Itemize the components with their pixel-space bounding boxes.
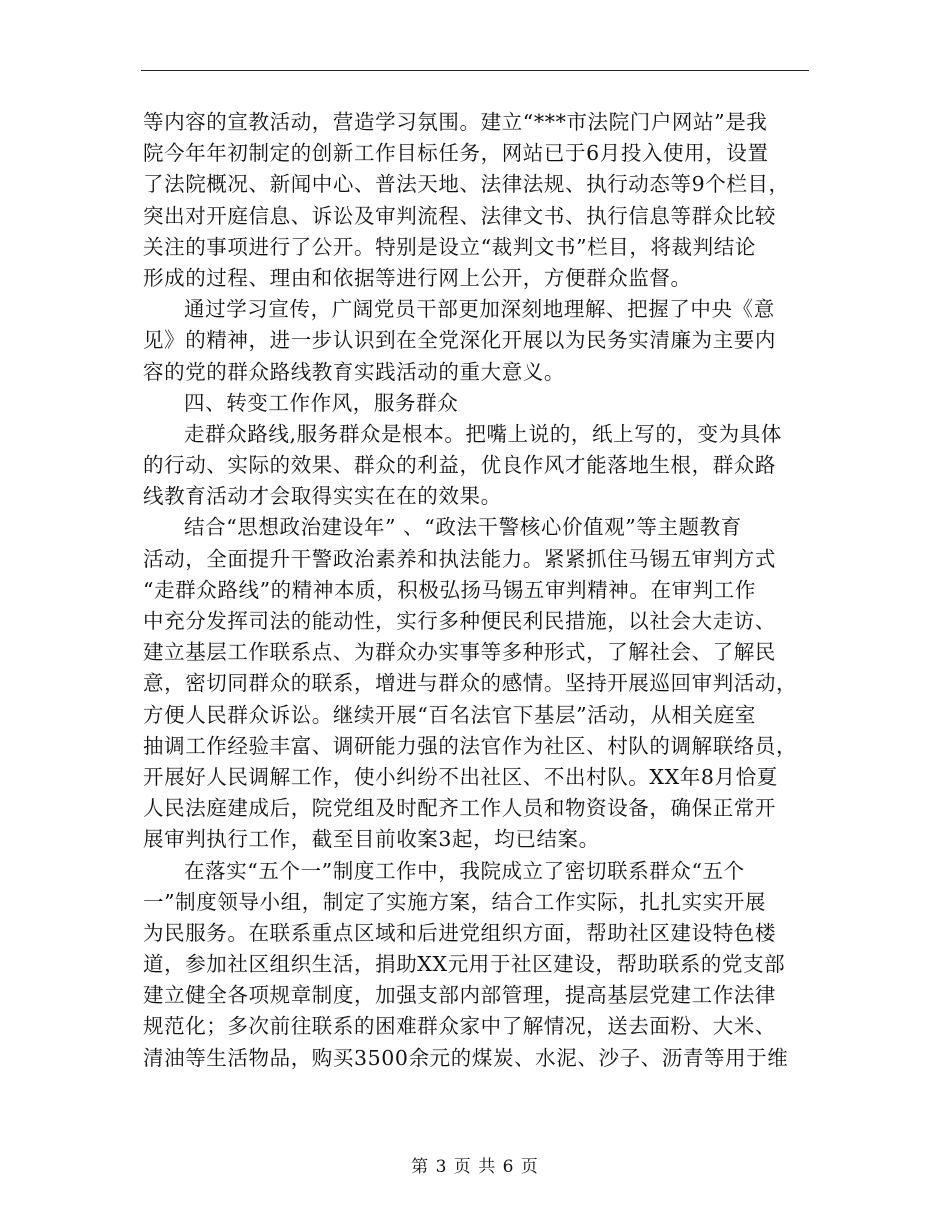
text-line: 为民服务。在联系重点区域和后进党组织方面，帮助社区建设特色楼: [143, 920, 776, 945]
text-line: 中充分发挥司法的能动性，实行多种便民利民措施，以社会大走访、: [143, 609, 776, 633]
text-line: 见》的精神，进一步认识到在全党深化开展以为民务实清廉为主要内: [143, 328, 776, 353]
text-line: 人民法庭建成后，院党组及时配齐工作人员和物资设备，确保正常开: [143, 796, 776, 821]
text-line: 建立基层工作联系点、为群众办实事等多种形式，了解社会、了解民: [143, 640, 776, 665]
text-line: 形成的过程、理由和依据等进行网上公开，方便群众监督。: [143, 265, 692, 290]
text-line: 了法院概况、新闻中心、普法天地、法律法规、执行动态等9个栏目，: [143, 172, 790, 197]
text-line: 突出对开庭信息、诉讼及审判流程、法律文书、执行信息等群众比较: [143, 203, 776, 228]
text-line: 建立健全各项规章制度，加强支部内部管理，提高基层党建工作法律: [143, 983, 776, 1008]
text-line: 方便人民群众诉讼。继续开展“百名法官下基层”活动，从相关庭室: [143, 702, 756, 727]
text-line: 通过学习宣传，广阔党员干部更加深刻地理解、把握了中央《意: [184, 297, 775, 322]
text-line: 清油等生活物品，购买3500余元的煤炭、水泥、沙子、沥青等用于维: [143, 1045, 789, 1070]
text-line: 一”制度领导小组，制定了实施方案，结合工作实际，扎扎实实开展: [143, 889, 766, 914]
text-line: 活动，全面提升干警政治素养和执法能力。紧紧抓住马锡五审判方式: [143, 546, 776, 571]
text-line: 走群众路线,服务群众是根本。把嘴上说的，纸上写的，变为具体: [184, 421, 782, 446]
text-line: 等内容的宣教活动，营造学习氛围。建立“***市法院门户网站”是我: [143, 110, 768, 134]
text-line: 开展好人民调解工作，使小纠纷不出社区、不出村队。XX年8月恰夏: [143, 764, 778, 789]
page-number-footer: 第 3 页 共 6 页: [411, 1157, 539, 1177]
text-line: 抽调工作经验丰富、调研能力强的法官作为社区、村队的调解联络员，: [143, 733, 798, 758]
text-line: 的行动、实际的效果、群众的利益，优良作风才能落地生根，群众路: [143, 453, 776, 478]
text-line: 容的党的群众路线教育实践活动的重大意义。: [143, 359, 565, 384]
text-line: 在落实“五个一”制度工作中，我院成立了密切联系群众“五个: [184, 858, 745, 883]
text-line: 关注的事项进行了公开。特别是设立“裁判文书”栏目，将裁判结论: [143, 234, 756, 259]
text-line: 四、转变工作作风，服务群众: [184, 390, 459, 415]
text-line: 道，参加社区组织生活，捐助XX元用于社区建设，帮助联系的党支部: [143, 952, 786, 977]
header-rule: [141, 70, 809, 71]
text-line: 结合“思想政治建设年” 、“政法干警核心价值观”等主题教育: [184, 515, 742, 540]
text-line: 院今年年初制定的创新工作目标任务，网站已于6月投入使用，设置: [143, 141, 769, 166]
text-line: 规范化；多次前往联系的困难群众家中了解情况，送去面粉、大米、: [143, 1014, 776, 1039]
text-line: “走群众路线”的精神本质，积极弘扬马锡五审判精神。在审判工作: [143, 577, 756, 602]
text-line: 展审判执行工作，截至目前收案3起，均已结案。: [143, 827, 600, 852]
text-line: 线教育活动才会取得实实在在的效果。: [143, 484, 502, 509]
text-line: 意，密切同群众的联系，增进与群众的感情。坚持开展巡回审判活动，: [143, 671, 798, 696]
document-body: [143, 107, 811, 1074]
